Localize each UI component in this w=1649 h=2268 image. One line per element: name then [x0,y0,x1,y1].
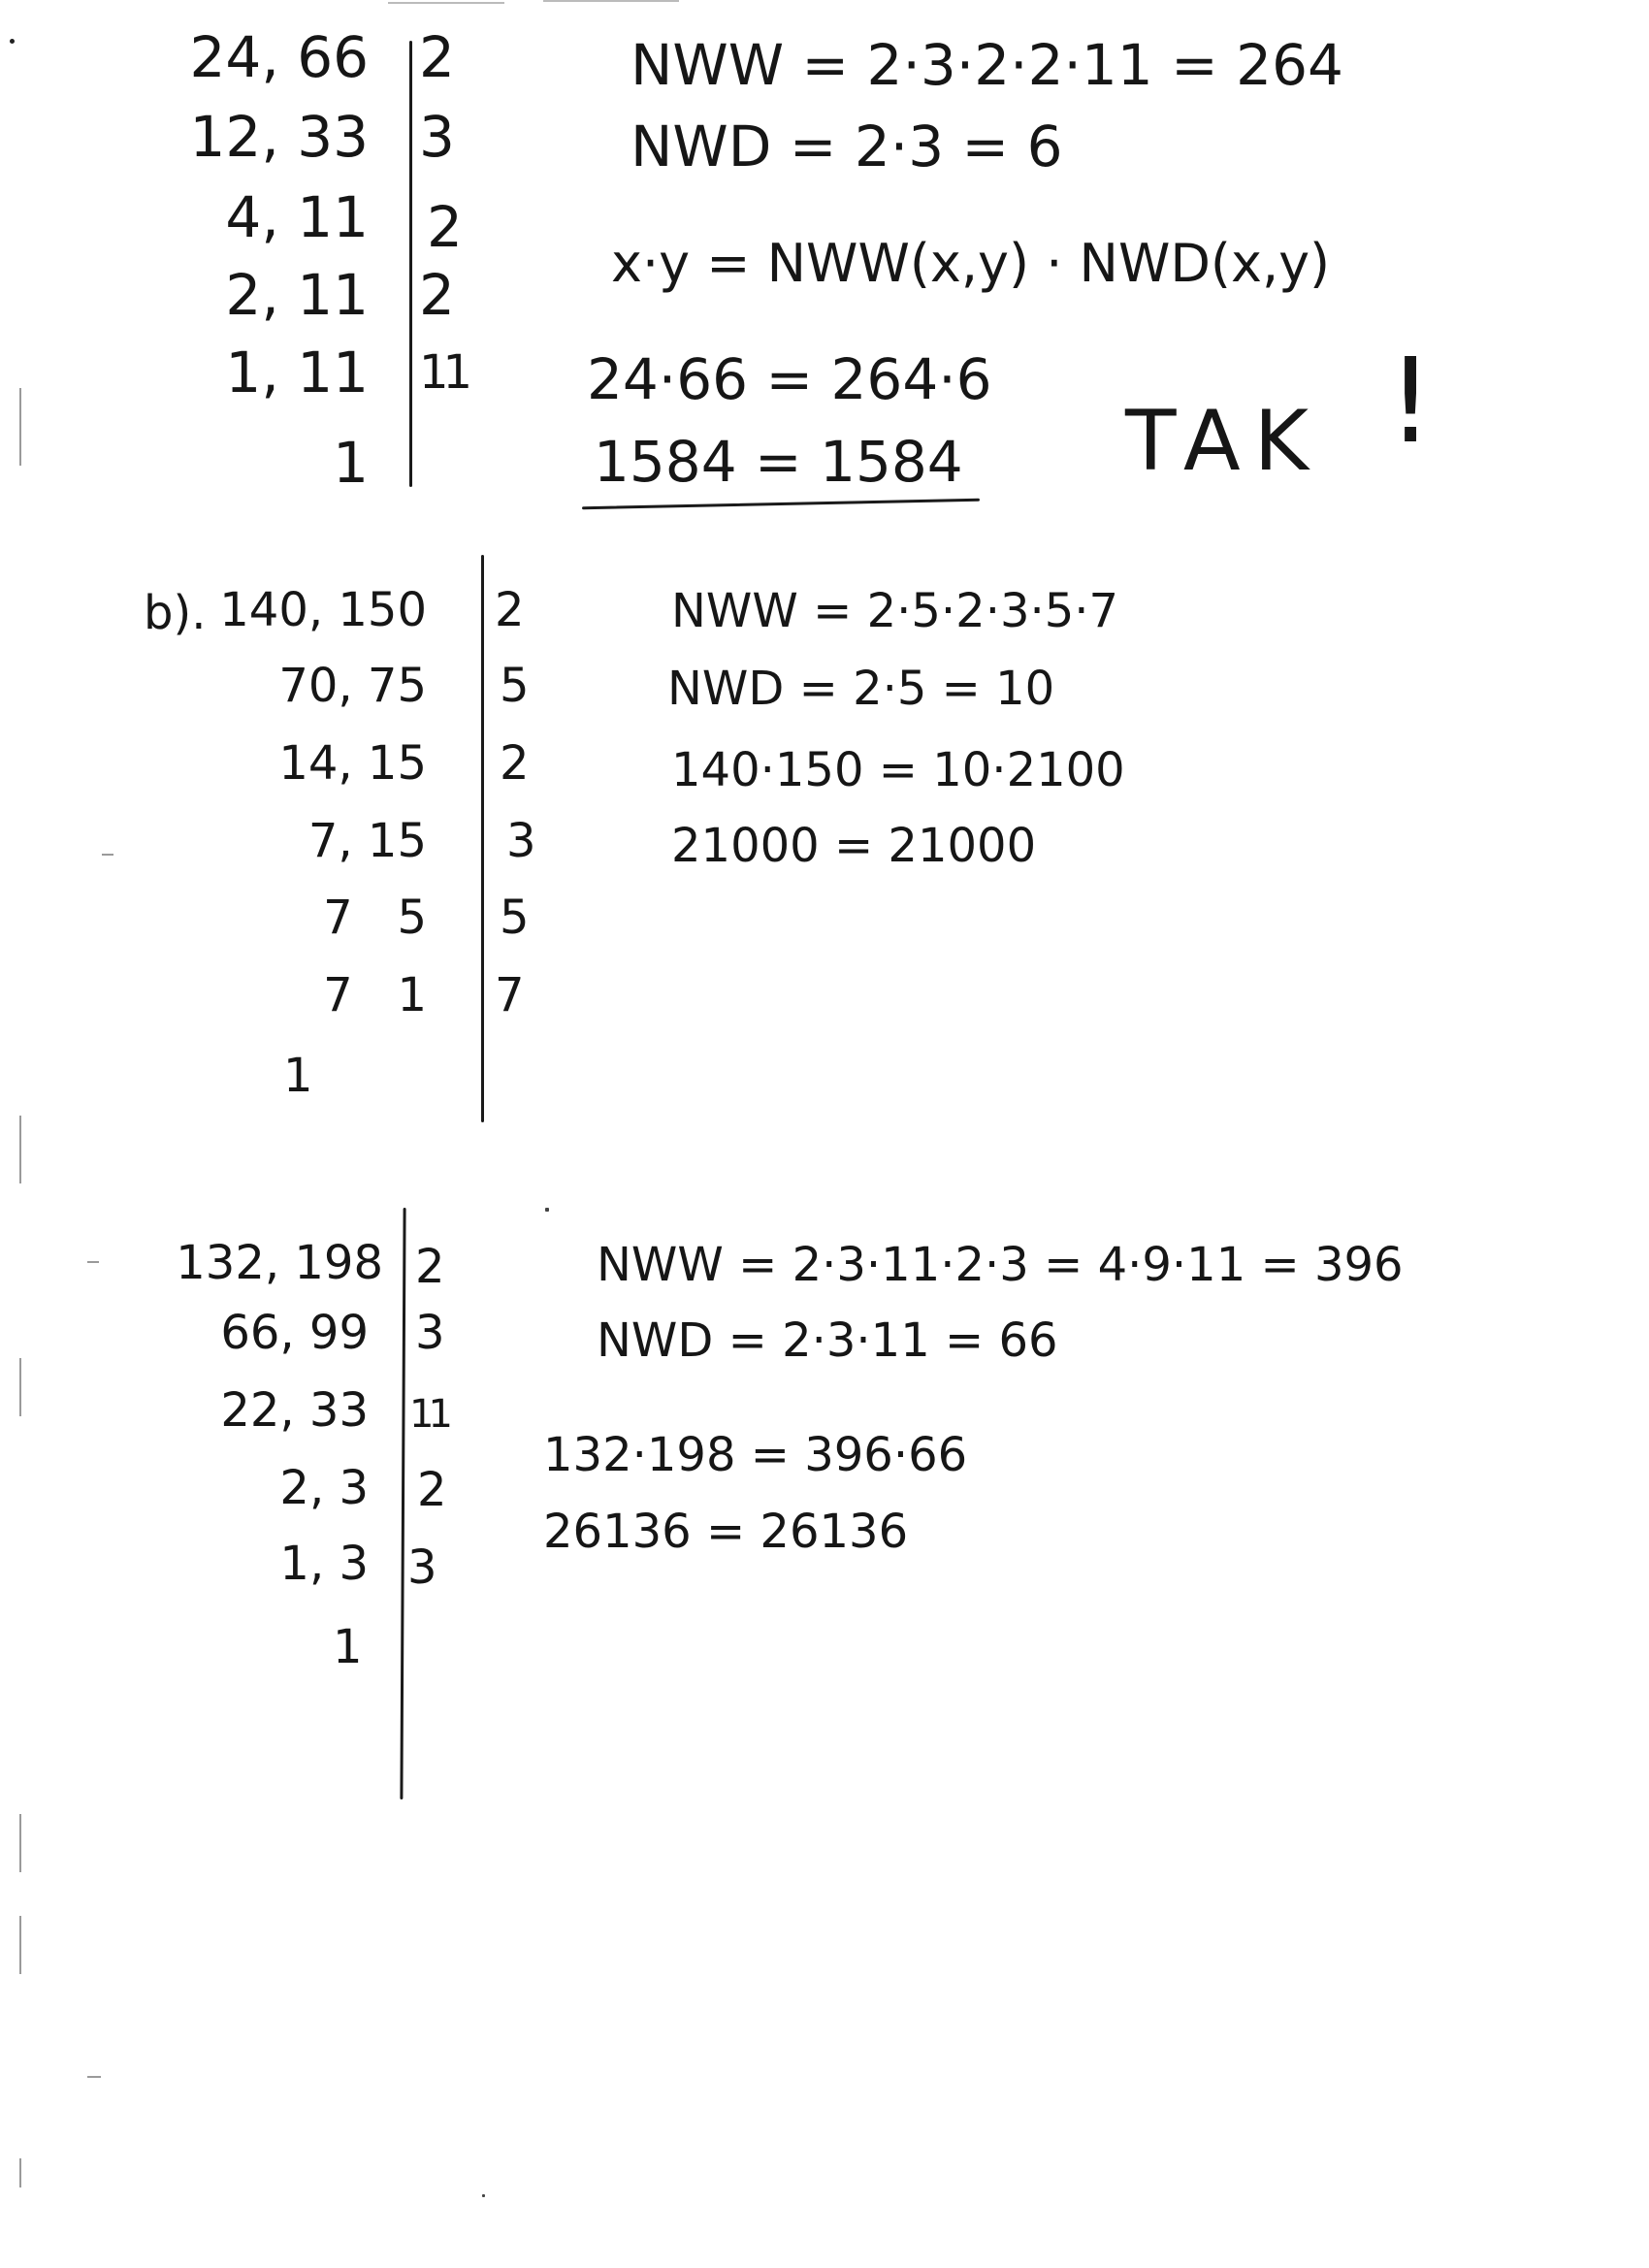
factor-pair: 7 1 [323,968,427,1022]
factor-divisor: 5 [500,659,530,713]
scan-mark [19,1116,21,1183]
nww-equation: NWW = 2·5·2·3·5·7 [671,584,1119,638]
factor-divisor: 2 [415,1240,445,1294]
nww-equation: NWW = 2·3·2·2·11 = 264 [630,32,1343,98]
factor-pair: 2, 11 [225,262,369,328]
scan-mark [19,1916,21,1974]
factor-pair: 140, 150 [219,583,427,637]
factor-divisor: 3 [506,814,536,868]
factor-pair: 7, 15 [307,814,427,868]
factor-pair: 22, 33 [220,1383,369,1438]
factor-divisor: 3 [419,104,455,170]
factor-pair: 12, 33 [189,104,369,170]
check-result: 1584 = 1584 [594,429,963,495]
answer-tak: TAK [1125,393,1323,490]
factor-pair: 132, 198 [176,1236,383,1290]
nwd-equation: NWD = 2·3 = 6 [630,113,1063,179]
scan-mark [19,388,21,466]
product-formula: x·y = NWW(x,y) · NWD(x,y) [611,233,1331,294]
factor-divider [481,555,484,1122]
factor-pair: 1 [333,1620,363,1674]
scan-mark [543,0,679,2]
factor-divisor: 3 [407,1540,437,1595]
factor-divisor: 11 [419,345,468,400]
factor-divisor: 2 [419,262,455,328]
factor-divisor: 3 [415,1306,445,1360]
factor-divider [409,41,412,487]
factor-divisor: 2 [417,1463,447,1517]
factor-pair: 7 5 [323,891,427,945]
scan-mark [19,1814,21,1872]
scan-mark [10,39,15,44]
scan-mark [102,854,113,856]
nww-equation: NWW = 2·3·11·2·3 = 4·9·11 = 396 [597,1238,1404,1292]
factor-pair: 2, 3 [279,1461,369,1515]
factor-divisor: 11 [409,1392,447,1437]
scan-mark [87,1261,99,1263]
factor-divisor: 5 [500,891,530,945]
check-result: 26136 = 26136 [543,1505,909,1559]
factor-divider [400,1208,405,1799]
factor-pair: 24, 66 [189,24,369,90]
answer-exclamation: ! [1387,335,1435,470]
speck [482,2194,485,2197]
factor-pair: 1, 3 [279,1537,369,1591]
scan-mark [19,2158,21,2187]
factor-divisor: 2 [419,24,455,90]
section-label: b). [144,586,207,640]
factor-pair: 1 [283,1049,313,1103]
check-result: 21000 = 21000 [671,819,1037,873]
scan-mark [388,2,504,4]
speck [545,1208,549,1212]
check-equation: 132·198 = 396·66 [543,1428,968,1482]
check-equation: 24·66 = 264·6 [587,346,992,412]
factor-pair: 1 [333,430,369,496]
factor-pair: 4, 11 [225,184,369,250]
nwd-equation: NWD = 2·5 = 10 [667,662,1055,716]
factor-pair: 70, 75 [278,659,427,713]
check-equation: 140·150 = 10·2100 [671,743,1125,797]
result-underline [582,499,980,510]
factor-divisor: 2 [427,194,463,260]
factor-pair: 14, 15 [278,736,427,791]
scan-mark [19,1358,21,1416]
factor-pair: 66, 99 [220,1306,369,1360]
scan-mark [87,2076,101,2078]
factor-pair: 1, 11 [225,340,369,405]
nwd-equation: NWD = 2·3·11 = 66 [597,1313,1058,1368]
factor-divisor: 2 [495,583,525,637]
factor-divisor: 7 [495,968,525,1022]
factor-divisor: 2 [500,736,530,791]
